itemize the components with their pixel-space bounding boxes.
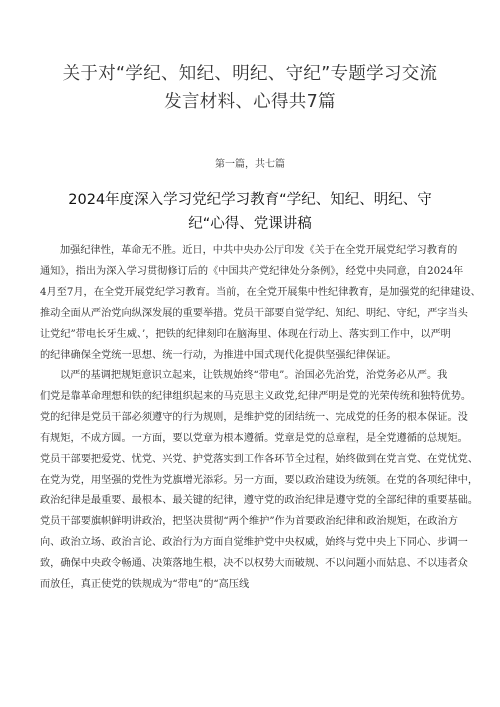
paragraph-line: 党员干部要把爱党、忧党、兴党、护党落实到工作各环节全过程，始终做到在党言党、在党忧党、 — [40, 453, 479, 465]
section-heading-line: 纪“心得、党课讲稿 — [188, 216, 312, 232]
paragraph-line: 通知》，指出为深入学习贯彻修订后的《中国共产党纪律处分条例》，经党中央同意，自2024年 — [40, 265, 464, 277]
paragraph-line: 推动全面从严治党向纵深发展的重要举措。党员干部要自觉学纪、知纪、明纪、守纪，严字当头 — [40, 307, 468, 319]
paragraph-line: 党员干部要旗帜鲜明讲政治，把坚决贯彻“两个维护”作为首要政治纪律和政治规矩，在政治方 — [40, 516, 458, 528]
body-paragraph-2 — [40, 366, 479, 596]
document-title-line: 发言材料、心得共7篇 — [164, 92, 336, 112]
paragraph-line: 致，确保中央政令畅通、决策落地生根，决不以权势大而破规、不以问题小而姑息、不以违者众 — [40, 558, 468, 570]
paragraph-line: 而放任，真正使党的铁规成为“带电”的“高压线 — [40, 579, 250, 591]
paragraph-line: 有规矩，不成方圆。一方面，要以党章为根本遵循。党章是党的总章程，是全党遵循的总规矩。 — [40, 432, 468, 444]
section-heading-line: 2024年度深入学习党纪学习教育“学纪、知纪、明纪、守 — [68, 192, 432, 208]
paragraph-line: 党的纪律是党员干部必须遵守的行为规则，是维护党的团结统一、完成党的任务的根本保证。没 — [40, 411, 468, 423]
paragraph-line: 在党为党，用坚强的党性为党旗增光添彩。另一方面，要以政治建设为统领。在党的各项纪律中， — [40, 474, 479, 486]
paragraph-line: 的纪律确保全党统一思想、统一行动，为推进中国式现代化提供坚强纪律保证。 — [40, 349, 397, 361]
section-heading — [40, 188, 460, 236]
paragraph-line: 4月至7月，在全党开展党纪学习教育。当前，在全党开展集中性纪律教育，是加强党的纪律建设、 — [40, 286, 481, 298]
paragraph-line: 们党是靠革命理想和铁的纪律组织起来的马克思主义政党,纪律严明是党的光荣传统和独特优势。 — [40, 390, 472, 402]
paragraph-line: 让党纪”带电长牙生威、’，把铁的纪律刻印在脑海里、体现在行动上、落实到工作中，以严明 — [40, 328, 451, 340]
paragraph-line: 加强纪律性，革命无不胜。近日，中共中央办公厅印发《关于在全党开展党纪学习教育的 — [60, 245, 458, 256]
section-label: 第一篇，共七篇 — [215, 159, 285, 170]
paragraph-line: 政治纪律是最重要、最根本、最关键的纪律，遵守党的政治纪律是遵守党的全部纪律的重要基础。 — [40, 495, 479, 507]
document-title-line: 关于对“学纪、知纪、明纪、守纪”专题学习交流 — [62, 64, 438, 84]
paragraph-line: 以严的基调把规矩意识立起来，让铁规始终“带电”。治国必先治党，治党务必从严。我 — [60, 370, 448, 381]
document-title — [40, 60, 460, 116]
paragraph-line: 向、政治立场、政治言论、政治行为方面自觉维护党中央权威，始终与党中央上下同心、步调一 — [40, 537, 468, 549]
body-paragraph-1 — [40, 241, 481, 366]
